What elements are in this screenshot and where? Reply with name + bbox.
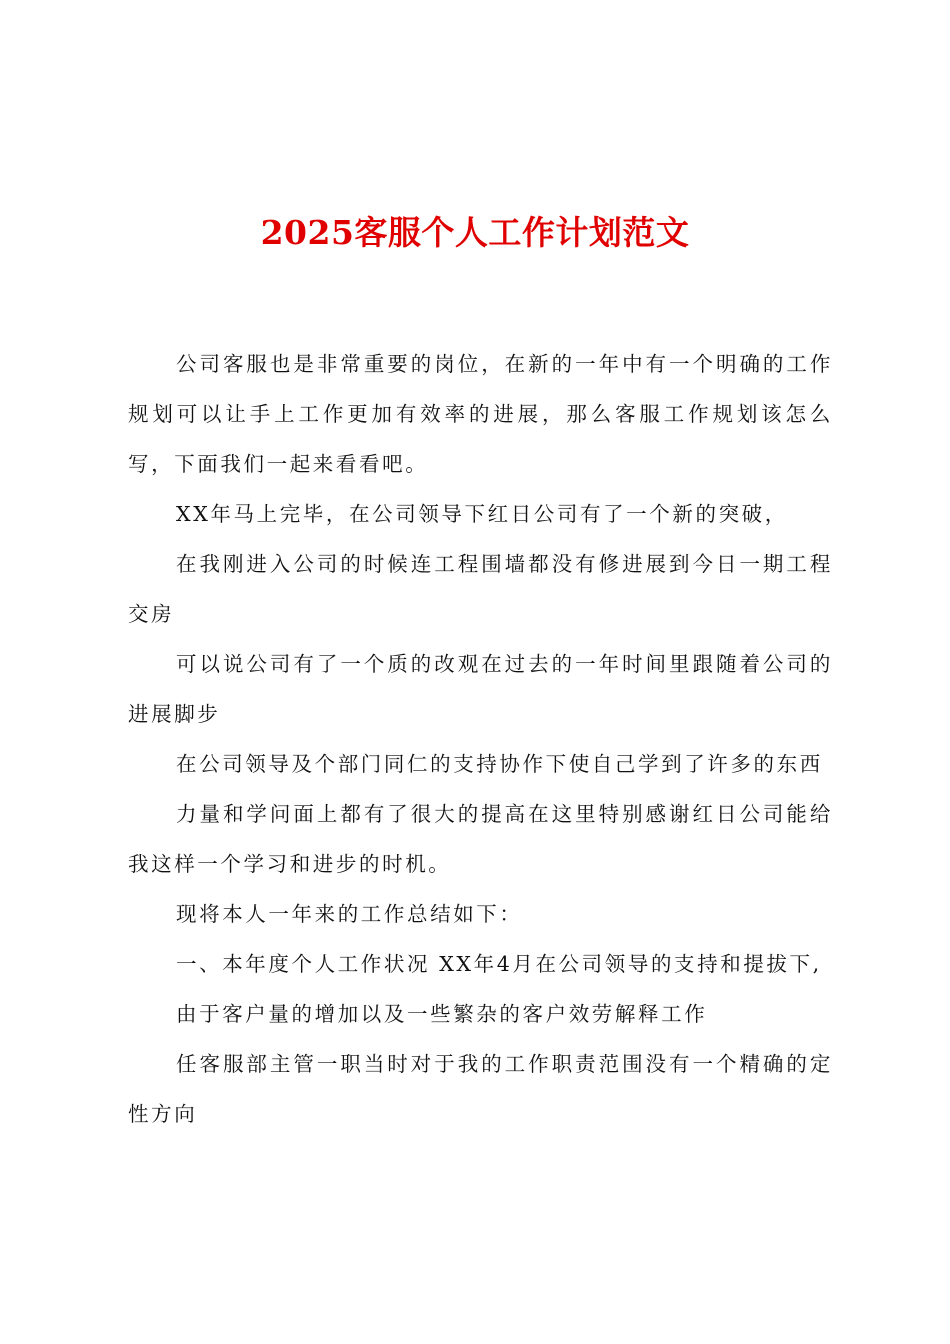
document-title: 2025客服个人工作计划范文 (260, 213, 690, 252)
document-body (128, 339, 833, 1139)
paragraph-2: XX年马上完毕，在公司领导下红日公司有了一个新的突破， (176, 502, 788, 526)
paragraph-4: 可以说公司有了一个质的改观在过去的一年时间里跟随着公司的进展脚步 (128, 652, 833, 726)
paragraph-6: 力量和学问面上都有了很大的提高在这里特别感谢红日公司能给我这样一个学习和进步的时机。 (128, 802, 833, 876)
paragraph-1: 公司客服也是非常重要的岗位，在新的一年中有一个明确的工作规划可以让手上工作更加有效率的进展，那么客服工作规划该怎么写，下面我们一起来看看吧。 (128, 352, 833, 476)
paragraph-8: 一、本年度个人工作状况 XX年4月在公司领导的支持和提拔下, (176, 952, 822, 976)
paragraph-9: 由于客户量的增加以及一些繁杂的客户效劳解释工作 (176, 1002, 708, 1026)
paragraph-3: 在我刚进入公司的时候连工程围墙都没有修进展到今日一期工程交房 (128, 552, 833, 626)
paragraph-7: 现将本人一年来的工作总结如下： (176, 902, 523, 926)
paragraph-10: 任客服部主管一职当时对于我的工作职责范围没有一个精确的定性方向 (128, 1052, 833, 1126)
paragraph-5: 在公司领导及个部门同仁的支持协作下使自己学到了许多的东西 (176, 752, 823, 776)
